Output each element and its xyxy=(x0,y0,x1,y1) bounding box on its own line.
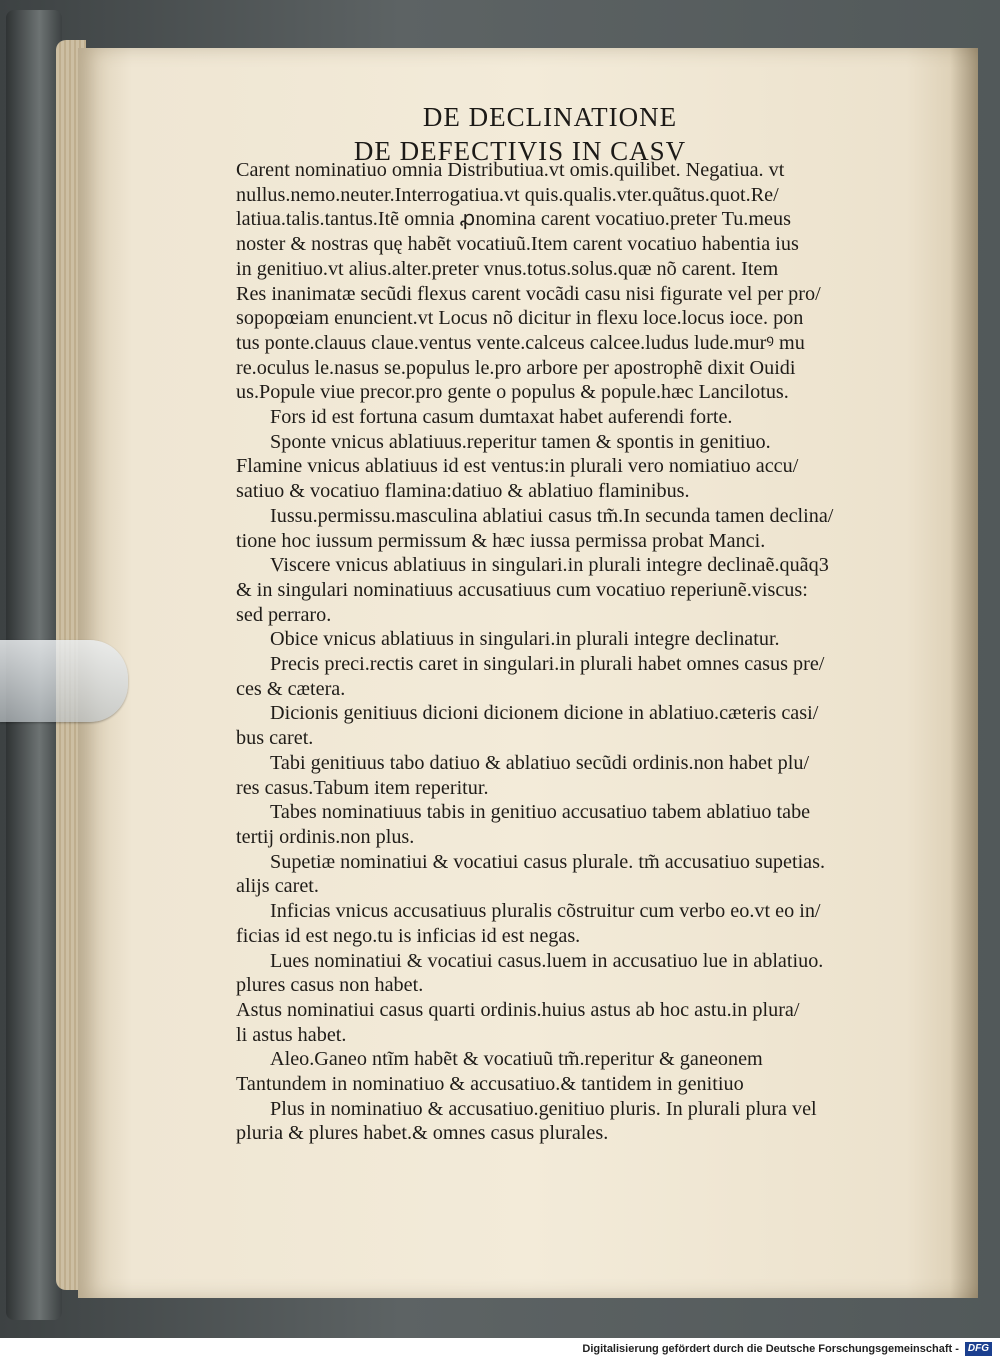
text-line: us.Popule viue precor.pro gente o populus & popule.hæc Lancilotus. xyxy=(236,381,789,404)
text-line: ficias id est nego.tu is inficias id est negas. xyxy=(236,924,581,947)
dfg-logo: DFG xyxy=(965,1342,992,1356)
text-line: Tabes nominatiuus tabis in genitiuo accusatiuo tabem ablatiuo tabe xyxy=(270,801,811,824)
text-line: li astus habet. xyxy=(236,1023,347,1046)
footer-credit: Digitalisierung gefördert durch die Deutsche Forschungsgemeinschaft - xyxy=(582,1343,959,1356)
text-line: res casus.Tabum item reperitur. xyxy=(236,776,489,799)
text-line: bus caret. xyxy=(236,727,314,750)
text-line: Inficias vnicus accusatiuus pluralis cõstruitur cum verbo eo.vt eo in/ xyxy=(270,900,821,923)
page-text xyxy=(236,158,936,1146)
page-edge-shadow xyxy=(950,48,978,1298)
text-line: noster & nostras quę habẽt vocatiuũ.Item carent vocatiuo habentia ius xyxy=(236,233,799,256)
text-line: tertij ordinis.non plus. xyxy=(236,825,415,848)
text-line: re.oculus le.nasus se.populus le.pro arbore per apostrophẽ dixit Ouidi xyxy=(236,356,796,379)
text-line: Supetiæ nominatiui & vocatiui casus plurale. tm̃ accusatiuo supetias. xyxy=(270,850,826,873)
digitization-footer xyxy=(0,1338,1000,1360)
text-line: Aleo.Ganeo ntĩm habẽt & vocatiuũ tm̃.reperitur & ganeonem xyxy=(270,1048,763,1071)
section-title: DE DEFECTIVIS IN CASV xyxy=(353,136,687,166)
text-line: Res inanimatæ secũdi flexus carent vocãdi casu nisi figurate vel per pro/ xyxy=(236,282,821,305)
text-line: Precis preci.rectis caret in singulari.in plurali habet omnes casus pre/ xyxy=(270,653,825,676)
text-line: Astus nominatiui casus quarti ordinis.huius astus ab hoc astu.in plura/ xyxy=(236,998,800,1021)
text-line: in genitiuo.vt alius.alter.preter vnus.totus.solus.quæ nõ carent. Item xyxy=(236,257,779,280)
text-line: Plus in nominatiuo & accusatiuo.genitiuo pluris. In plurali plura vel xyxy=(270,1097,817,1120)
text-line: tione hoc iussum permissum & hæc iussa permissa probat Manci. xyxy=(236,529,766,552)
text-line: pluria & plures habet.& omnes casus plurales. xyxy=(236,1122,609,1145)
text-line: nullus.nemo.neuter.Interrogatiua.vt quis.qualis.vter.quãtus.quot.Re/ xyxy=(236,183,779,206)
text-line: latiua.talis.tantus.Itẽ omnia ꝓnomina carent vocatiuo.preter Tu.meus xyxy=(236,208,791,231)
text-line: Fors id est fortuna casum dumtaxat habet auferendi forte. xyxy=(270,406,733,429)
text-line: Viscere vnicus ablatiuus in singulari.in plurali integre declinaẽ.quãq3 xyxy=(270,554,829,577)
text-line: sed perraro. xyxy=(236,603,332,626)
text-line: & in singulari nominatiuus accusatiuus cum vocatiuo reperiunẽ.viscus: xyxy=(236,578,808,601)
text-line: Carent nominatiuo omnia Distributiua.vt omis.quilibet. Negatiua. vt xyxy=(236,159,785,181)
text-line: Tabi genitiuus tabo datiuo & ablatiuo secũdi ordinis.non habet plu/ xyxy=(270,751,810,774)
text-line: Sponte vnicus ablatiuus.reperitur tamen & spontis in genitiuo. xyxy=(270,430,771,453)
text-line: Flamine vnicus ablatiuus id est ventus:in plurali vero nomiatiuo accu/ xyxy=(236,455,799,478)
text-line: Tantundem in nominatiuo & accusatiuo.& tantidem in genitiuo xyxy=(236,1073,744,1096)
text-line: ces & cætera. xyxy=(236,677,346,700)
text-line: Obice vnicus ablatiuus in singulari.in plurali integre declinatur. xyxy=(270,628,780,651)
text-line: Dicionis genitiuus dicioni dicionem dicione in ablatiuo.cæteris casi/ xyxy=(270,702,819,725)
text-line: alijs caret. xyxy=(236,875,319,898)
text-line: tus ponte.clauus claue.ventus vente.calceus calcee.ludus lude.murꝰ mu xyxy=(236,331,805,354)
text-line: Iussu.permissu.masculina ablatiui casus tm̃.In secunda tamen declina/ xyxy=(270,504,834,527)
page-holder-clip xyxy=(0,640,128,722)
text-line: satiuo & vocatiuo flamina:datiuo & ablatiuo flaminibus. xyxy=(236,480,690,503)
text-line: plures casus non habet. xyxy=(236,974,424,997)
text-line: sopopœiam enuncient.vt Locus nõ dicitur in flexu loce.locus ioce. pon xyxy=(236,307,804,330)
text-line: Lues nominatiui & vocatiui casus.luem in accusatiuo lue in ablatiuo. xyxy=(270,949,824,972)
running-title: DE DECLINATIONE xyxy=(422,102,678,132)
